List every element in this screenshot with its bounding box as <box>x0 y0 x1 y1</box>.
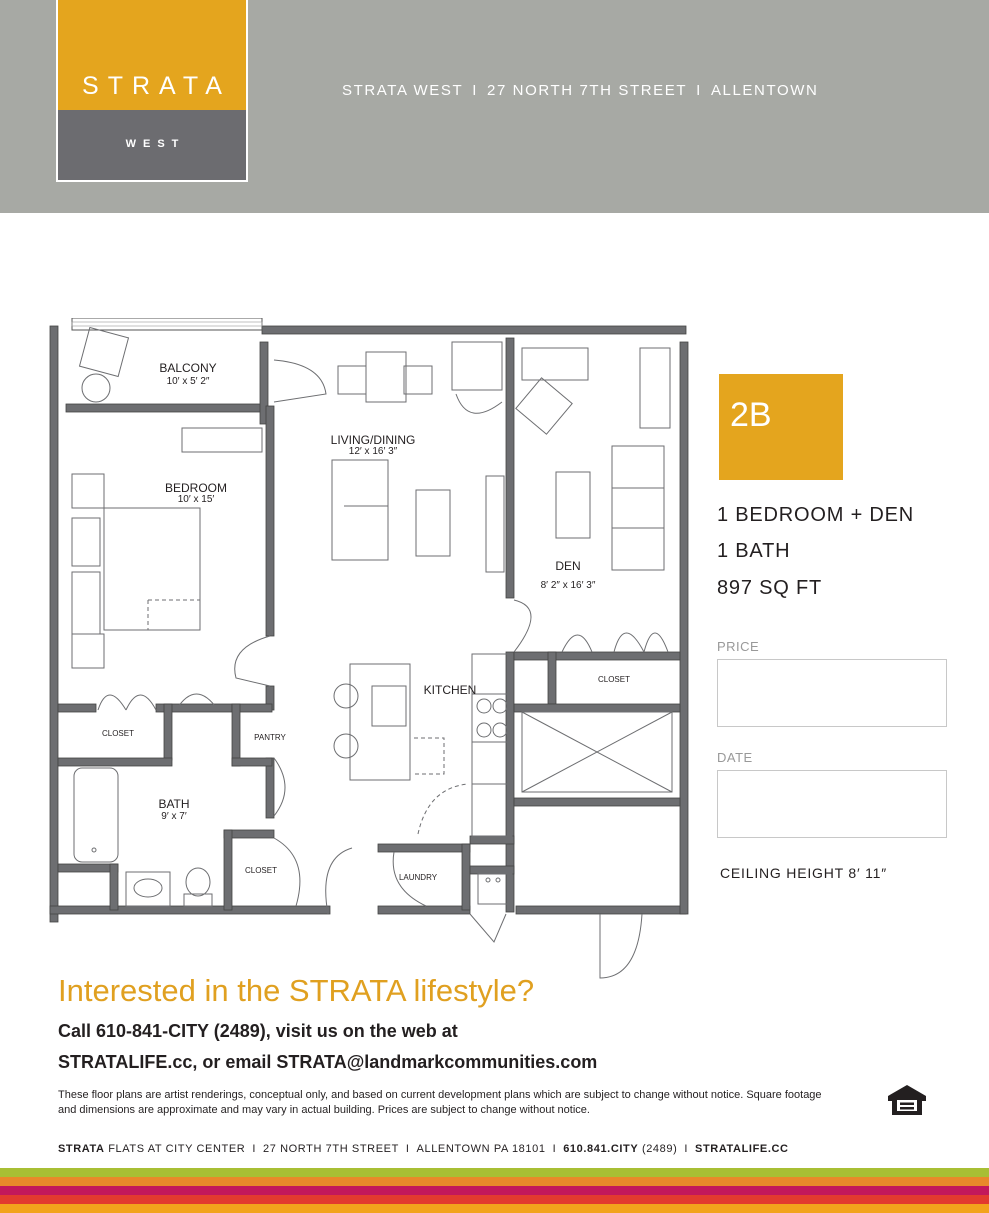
room-dims: 10′ x 5′ 2″ <box>166 376 210 387</box>
ceiling-height: CEILING HEIGHT 8′ 11″ <box>720 865 888 881</box>
room-name: KITCHEN <box>423 683 477 697</box>
stripe-orange <box>0 1177 989 1186</box>
cta-title: Interested in the STRATA lifestyle? <box>58 973 535 1008</box>
footer-phone[interactable]: 610.841.CITY <box>563 1143 639 1155</box>
cta-line-1: Call 610-841-CITY (2489), visit us on the web at <box>58 1021 458 1041</box>
stripe-green <box>0 1168 989 1177</box>
pantry-label: PANTRY <box>254 733 286 742</box>
stripe-red <box>0 1195 989 1204</box>
footer-brand: STRATA <box>58 1143 105 1155</box>
color-stripes <box>0 1168 989 1213</box>
header-address-part: STRATA WEST <box>342 82 464 99</box>
floor-plan <box>48 318 692 998</box>
room-dims: 12′ x 16′ 3″ <box>348 446 398 457</box>
disclaimer: These floor plans are artist renderings, conceptual only, and based on current development plans which are subject to change without notice. Square footage and dimensions are approximate and may vary in actual building. Prices are subject to change without notice. <box>58 1089 822 1116</box>
footer-separator: I <box>684 1143 689 1155</box>
footer-city: ALLENTOWN PA 18101 <box>416 1143 546 1155</box>
laundry-label: LAUNDRY <box>398 873 438 882</box>
price-field[interactable] <box>717 659 947 727</box>
footer-phone-digits: (2489) <box>641 1143 678 1155</box>
unit-badge <box>719 374 843 480</box>
floor-plan-walls <box>50 326 688 922</box>
unit-bedrooms: 1 BEDROOM + DEN <box>717 504 915 526</box>
stripe-magenta <box>0 1186 989 1195</box>
date-label: DATE <box>717 750 753 765</box>
room-dims: 10′ x 15′ <box>177 494 215 505</box>
footer-name: FLATS AT CITY CENTER <box>108 1143 246 1155</box>
equal-housing-icon <box>885 1083 929 1117</box>
footer-street: 27 NORTH 7TH STREET <box>263 1143 399 1155</box>
room-dims: 8′ 2″ x 16′ 3″ <box>540 580 596 591</box>
closet-label: CLOSET <box>244 866 278 875</box>
balcony-rail-inner <box>72 322 262 326</box>
logo-west-text: WEST <box>125 138 186 150</box>
balcony-rail <box>72 318 262 330</box>
footer-separator: I <box>552 1143 557 1155</box>
room-name: LIVING/DINING <box>330 433 416 447</box>
room-name: BALCONY <box>159 361 217 375</box>
price-label: PRICE <box>717 639 760 654</box>
stripe-amber <box>0 1204 989 1213</box>
header-band <box>0 0 989 213</box>
header-separator: I <box>472 82 478 99</box>
logo-strata-text: STRATA <box>82 72 231 100</box>
strata-west-logo[interactable] <box>56 0 248 182</box>
date-field[interactable] <box>717 770 947 838</box>
footer-separator: I <box>252 1143 256 1155</box>
closet-label: CLOSET <box>101 729 135 738</box>
unit-code: 2B <box>730 396 772 434</box>
unit-area: 897 SQ FT <box>717 577 823 599</box>
footer <box>58 1143 789 1155</box>
header-address-part: ALLENTOWN <box>710 82 819 99</box>
cta-line-2: STRATALIFE.cc, or email STRATA@landmarkcommunities.com <box>58 1052 598 1072</box>
closet-label: CLOSET <box>597 675 631 684</box>
room-name: DEN <box>555 559 581 573</box>
header-separator: I <box>696 82 702 99</box>
unit-baths: 1 BATH <box>717 540 791 562</box>
header-address-part: 27 NORTH 7TH STREET <box>487 82 688 99</box>
room-dims: 9′ x 7′ <box>161 811 187 822</box>
footer-web[interactable]: STRATALIFE.CC <box>695 1143 789 1155</box>
room-name: BEDROOM <box>164 481 228 495</box>
header-address <box>342 82 818 99</box>
room-name: BATH <box>158 797 190 811</box>
footer-separator: I <box>405 1143 410 1155</box>
